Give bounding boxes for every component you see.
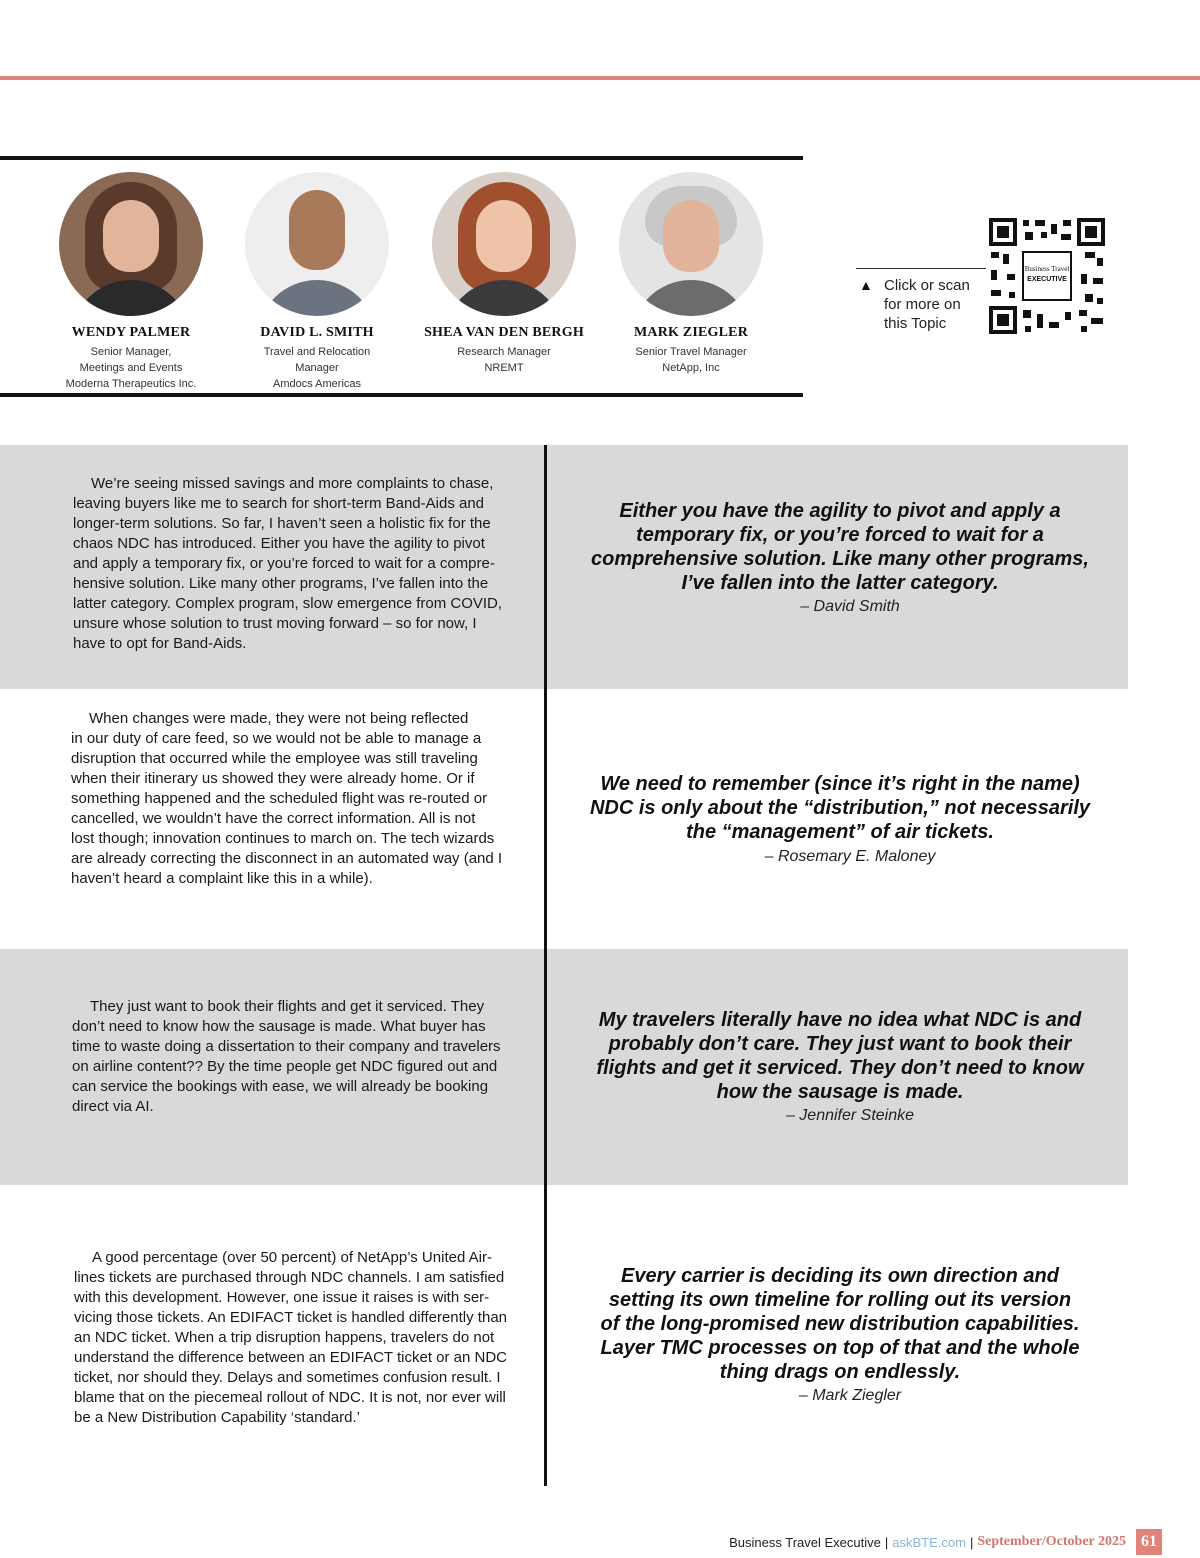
row-4-attribution: – Mark Ziegler [798, 1387, 902, 1404]
top-accent-rule [0, 76, 1200, 80]
row-1-body: We’re seeing missed savings and more complaints to chase, leaving buyers like me to search for short-term Band-Aids and longer-term solutions. So far, I haven’t seen a holistic fix for the chaos NDC has introduced. Either you have the agility to pivot and apply a temporary fix, or you’re forced to wait for a compre- hensive solution. Like many other programs, I’ve fallen into the latter category. Complex program, slow emergence from COVID, unsure whose solution to trust moving forward – so for now, I have to opt for Band-Aids. [73, 475, 503, 652]
avatar [245, 172, 389, 316]
triangle-up-icon: ▲ [859, 277, 873, 293]
row-3-body: They just want to book their flights and get it serviced. They don’t need to know how the sausage is made. What buyer has time to waste doing a dissertation to their company and travelers on airline content?? By the time people get NDC figured out and can service the bookings with ease, we will already be booking direct via AI. [72, 998, 501, 1115]
row-1-pull-quote: Either you have the agility to pivot and apply a temporary fix, or you’re forced to wait for a comprehensive solution. Like many other programs, I’ve fallen into the latter category. [591, 500, 1089, 594]
row-2-pull-quote: We need to remember (since it’s right in the name) NDC is only about the “distribution,” not necessarily the “management” of air tickets. [589, 773, 1091, 843]
person-david-smith [217, 172, 417, 392]
avatar [432, 172, 576, 316]
publication-name: Business Travel Executive [729, 1534, 881, 1550]
person-name: WENDY PALMER [71, 325, 191, 340]
person-role: Research Manager NREMT [457, 346, 551, 374]
person-role: Senior Manager, Meetings and Events Moderna Therapeutics Inc. [65, 346, 197, 390]
row-3-pull-quote: My travelers literally have no idea what NDC is and probably don’t care. They just want to book their flights and get it serviced. They don’t need to know how the sausage is made. [596, 1009, 1084, 1103]
website-link[interactable]: askBTE.com [892, 1534, 966, 1550]
footer-separator: | [969, 1534, 974, 1550]
row-4-pull-quote: Every carrier is deciding its own direction and setting its own timeline for rolling out its version of the long-promised new distribution capabilities. Layer TMC processes on top of that and the whole thing drags on endlessly. [600, 1265, 1080, 1383]
person-name: SHEA VAN DEN BERGH [424, 325, 584, 340]
row-4-body: A good percentage (over 50 percent) of NetApp’s United Air- lines tickets are purchased through NDC channels. I am satisfied with this development. However, one issue it raises is with ser- vicing those tickets. An EDIFACT ticket is handled differently than an NDC ticket. When a trip disruption happens, travelers do not understand the difference between an EDIFACT ticket or an NDC ticket, nor should they. Delays and sometimes confusion result. I blame that on the piecemeal rollout of NDC. It is not, nor ever will be a New Distribution Capability ‘standard.’ [74, 1249, 508, 1426]
qr-divider [856, 268, 986, 269]
page-number: 61 [1136, 1529, 1162, 1555]
person-name: MARK ZIEGLER [633, 325, 749, 340]
person-name: DAVID L. SMITH [260, 325, 374, 340]
panel-top-rule [0, 156, 803, 160]
qr-badge-line-1: Business Travel [1024, 265, 1070, 273]
footer-separator: | [884, 1534, 889, 1550]
column-divider [544, 445, 547, 1486]
row-1-attribution: – David Smith [800, 598, 900, 615]
qr-callout[interactable] [856, 218, 1106, 338]
qr-badge-line-2: EXECUTIVE [1027, 276, 1067, 283]
qr-code-icon[interactable] [989, 218, 1105, 334]
person-role: Travel and Relocation Manager Amdocs Americas [263, 346, 371, 390]
avatar [619, 172, 763, 316]
row-2-body: When changes were made, they were not being reflected in our duty of care feed, so we would not be able to manage a disruption that occurred while the employee was still traveling when their itinerary us showed they were already home. Or if something happened and the scheduled flight was re-routed or cancelled, we wouldn’t have the correct information. All is not lost though; innovation continues to march on. The tech wizards are already correcting the disconnect in an automated way (and I haven’t heard a complaint like this in a while). [71, 710, 503, 887]
panel-bottom-rule [0, 393, 803, 397]
issue-date: September/October 2025 [977, 1534, 1126, 1549]
avatar [59, 172, 203, 316]
page-footer [729, 1528, 1162, 1556]
person-mark-ziegler [591, 172, 791, 376]
row-3-attribution: – Jennifer Steinke [785, 1107, 915, 1124]
qr-caption[interactable]: Click or scan for more on this Topic [884, 277, 970, 332]
person-role: Senior Travel Manager NetApp, Inc [635, 346, 747, 374]
row-2-attribution: – Rosemary E. Maloney [764, 848, 936, 865]
person-wendy-palmer [31, 172, 231, 392]
person-shea-van-den-bergh [404, 172, 604, 376]
